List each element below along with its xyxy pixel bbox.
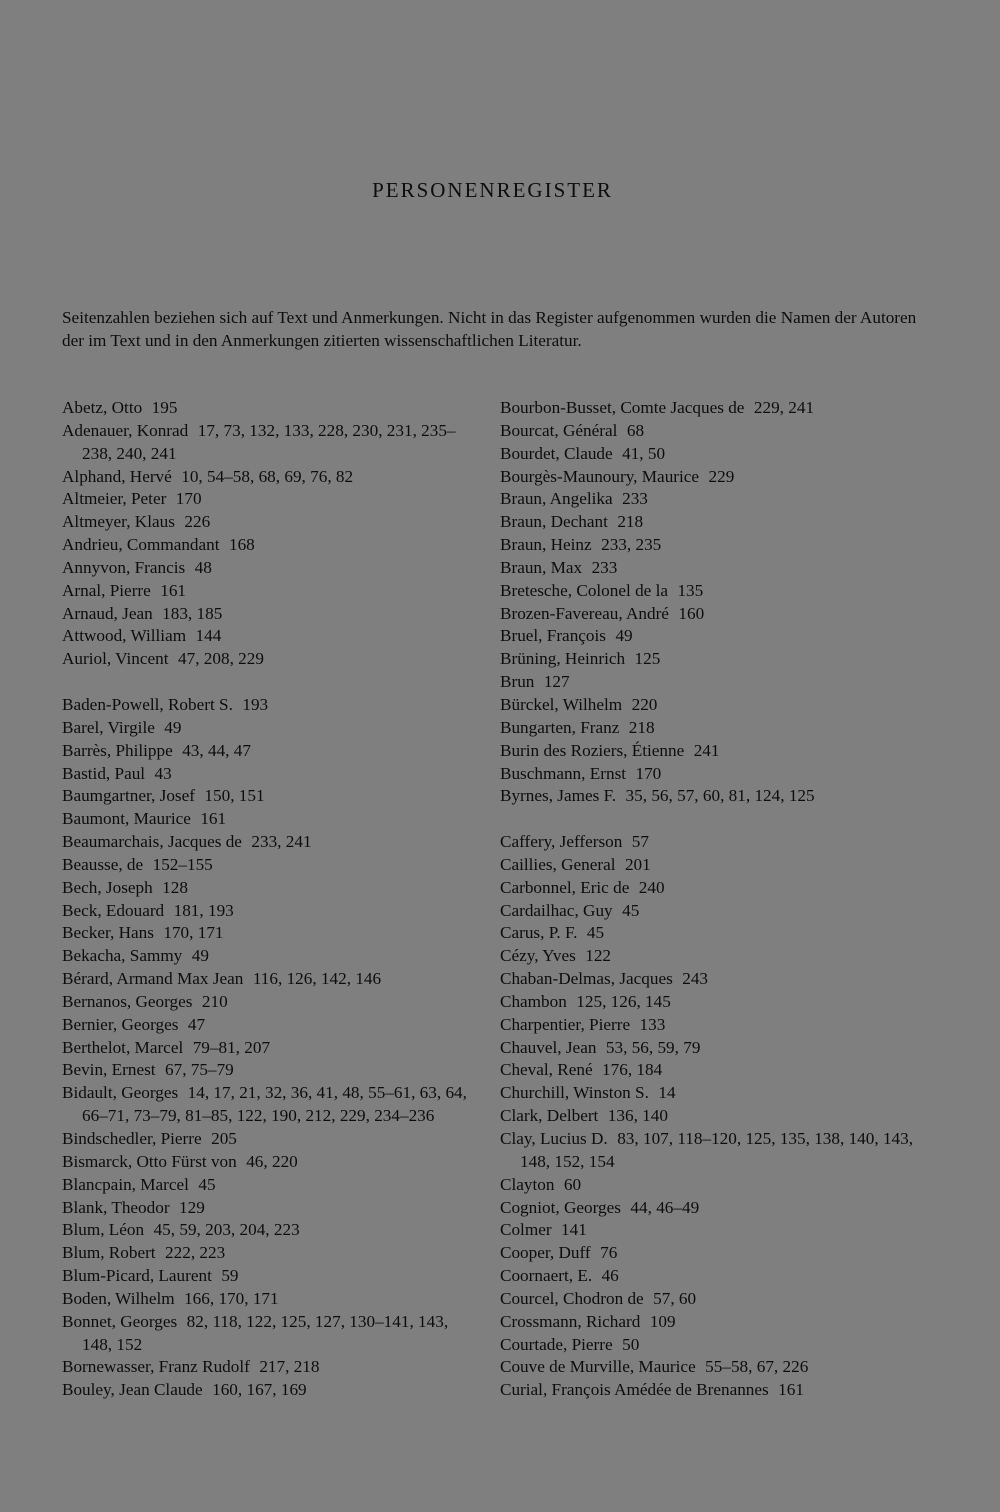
index-entry bbox=[62, 397, 482, 420]
entry-name: Barrès, Philippe bbox=[62, 740, 173, 760]
entry-pages: 205 bbox=[211, 1129, 237, 1148]
entry-name: Blum-Picard, Laurent bbox=[62, 1266, 212, 1286]
entry-pages: 57, 60 bbox=[653, 1288, 697, 1308]
entry-name: Brüning, Heinrich bbox=[500, 649, 626, 669]
index-entry bbox=[62, 603, 482, 626]
entry-name: Baumgartner, Josef bbox=[62, 786, 195, 806]
index-entry bbox=[500, 900, 940, 923]
entry-pages: 170, 171 bbox=[163, 923, 224, 943]
entry-pages: 43 bbox=[154, 763, 172, 783]
entry-pages: 220 bbox=[631, 694, 658, 714]
index-entry bbox=[500, 1174, 940, 1197]
index-entry bbox=[500, 1379, 940, 1402]
entry-pages: 116, 126, 142, 146 bbox=[252, 969, 382, 989]
index-entry bbox=[500, 625, 940, 648]
index-entry bbox=[500, 511, 940, 534]
index-entry bbox=[62, 1242, 482, 1265]
entry-name: Andrieu, Commandant bbox=[62, 535, 220, 555]
entry-name: Beausse, de bbox=[62, 854, 144, 874]
entry-name: Bornewasser, Franz Rudolf bbox=[62, 1357, 250, 1377]
index-entry bbox=[62, 1356, 482, 1379]
entry-pages: 160, 167, 169 bbox=[212, 1380, 307, 1400]
entry-pages: 48 bbox=[194, 557, 212, 577]
entry-name: Chaban-Delmas, Jacques bbox=[500, 969, 673, 989]
entry-pages: 183, 185 bbox=[162, 603, 223, 623]
entry-name: Bonnet, Georges bbox=[62, 1311, 178, 1331]
index-entry bbox=[500, 397, 940, 420]
entry-name: Bindschedler, Pierre bbox=[62, 1129, 202, 1148]
entry-pages: 170 bbox=[175, 489, 202, 509]
index-entry bbox=[62, 694, 482, 717]
entry-name: Couve de Murville, Maurice bbox=[500, 1357, 696, 1377]
index-entry bbox=[500, 763, 940, 786]
index-entry bbox=[500, 717, 940, 740]
index-entry bbox=[62, 1288, 482, 1311]
entry-pages: 47 bbox=[187, 1014, 206, 1034]
entry-pages: 45 bbox=[198, 1174, 216, 1194]
entry-pages: 229 bbox=[708, 466, 735, 486]
index-entry bbox=[500, 1059, 940, 1082]
entry-pages: 47, 208, 229 bbox=[178, 649, 264, 669]
entry-pages: 14, 17, 21, 32, 36, 41, 48, 55–61, 63, 64, 66–71, 73–79, 81–85, 122, 190, 212, 229, 234–236 bbox=[82, 1083, 467, 1126]
entry-name: Caffery, Jefferson bbox=[500, 832, 623, 852]
index-entry bbox=[62, 1037, 482, 1060]
entry-name: Carus, P. F. bbox=[500, 923, 578, 943]
entry-pages: 195 bbox=[151, 398, 178, 417]
index-entry bbox=[62, 625, 482, 648]
index-entry bbox=[62, 945, 482, 968]
entry-pages: 55–58, 67, 226 bbox=[705, 1357, 809, 1377]
entry-name: Bech, Joseph bbox=[62, 877, 153, 897]
entry-pages: 83, 107, 118–120, 125, 135, 138, 140, 143, 148, 152, 154 bbox=[520, 1129, 914, 1171]
entry-pages: 133 bbox=[639, 1014, 666, 1034]
index-entry bbox=[500, 1037, 940, 1060]
index-entry bbox=[500, 694, 940, 717]
index-entry bbox=[500, 648, 940, 671]
index-entry bbox=[500, 1197, 940, 1220]
index-entry bbox=[62, 717, 482, 740]
entry-name: Alphand, Hervé bbox=[62, 466, 172, 486]
entry-name: Buschmann, Ernst bbox=[500, 763, 627, 783]
index-entry bbox=[62, 1059, 482, 1082]
index-entry bbox=[500, 1082, 940, 1105]
index-entry bbox=[500, 534, 940, 557]
index-entry bbox=[500, 1128, 940, 1174]
entry-pages: 136, 140 bbox=[607, 1106, 668, 1126]
entry-pages: 160 bbox=[678, 603, 705, 623]
index-entry bbox=[62, 763, 482, 786]
entry-name: Blank, Theodor bbox=[62, 1197, 170, 1217]
index-entry bbox=[500, 740, 940, 763]
entry-pages: 161 bbox=[160, 580, 187, 600]
entry-name: Abetz, Otto bbox=[62, 398, 143, 417]
entry-name: Blum, Robert bbox=[62, 1243, 156, 1263]
entry-name: Curial, François Amédée de Brenannes bbox=[500, 1380, 769, 1400]
entry-pages: 125, 126, 145 bbox=[576, 991, 671, 1011]
entry-pages: 241 bbox=[693, 740, 720, 760]
entry-pages: 10, 54–58, 68, 69, 76, 82 bbox=[181, 466, 354, 486]
index-entry bbox=[500, 466, 940, 489]
entry-name: Brun bbox=[500, 672, 535, 692]
index-entry bbox=[62, 488, 482, 511]
entry-pages: 161 bbox=[778, 1380, 804, 1400]
entry-pages: 201 bbox=[624, 854, 651, 874]
entry-pages: 44, 46–49 bbox=[630, 1197, 700, 1217]
entry-name: Baden-Powell, Robert S. bbox=[62, 694, 233, 714]
entry-name: Bernier, Georges bbox=[62, 1014, 179, 1034]
entry-name: Bourbon-Busset, Comte Jacques de bbox=[500, 398, 745, 417]
entry-name: Crossmann, Richard bbox=[500, 1311, 641, 1331]
entry-name: Cooper, Duff bbox=[500, 1243, 591, 1263]
index-entry bbox=[62, 1082, 482, 1128]
entry-name: Barel, Virgile bbox=[62, 717, 155, 737]
index-entry bbox=[62, 900, 482, 923]
entry-name: Byrnes, James F. bbox=[500, 786, 617, 806]
entry-name: Braun, Heinz bbox=[500, 535, 592, 555]
entry-name: Bruel, François bbox=[500, 626, 606, 646]
entry-pages: 45, 59, 203, 204, 223 bbox=[153, 1220, 300, 1240]
entry-pages: 166, 170, 171 bbox=[184, 1288, 279, 1308]
index-entry bbox=[500, 488, 940, 511]
index-entry bbox=[500, 1014, 940, 1037]
index-entry bbox=[62, 534, 482, 557]
entry-pages: 79–81, 207 bbox=[192, 1037, 271, 1057]
entry-pages: 233 bbox=[622, 489, 648, 509]
entry-name: Churchill, Winston S. bbox=[500, 1083, 649, 1103]
entry-name: Bourdet, Claude bbox=[500, 443, 613, 463]
entry-name: Clark, Delbert bbox=[500, 1106, 599, 1126]
entry-name: Arnaud, Jean bbox=[62, 603, 153, 623]
entry-name: Bürckel, Wilhelm bbox=[500, 694, 623, 714]
entry-name: Annyvon, Francis bbox=[62, 557, 186, 577]
entry-pages: 50 bbox=[622, 1334, 640, 1354]
entry-pages: 243 bbox=[682, 969, 709, 989]
index-entry bbox=[500, 922, 940, 945]
index-entry bbox=[500, 1288, 940, 1311]
index-entry bbox=[62, 580, 482, 603]
index-entry bbox=[500, 1311, 940, 1334]
entry-name: Bérard, Armand Max Jean bbox=[62, 969, 244, 989]
entry-name: Cheval, René bbox=[500, 1060, 593, 1080]
entry-name: Chambon bbox=[500, 991, 567, 1011]
entry-pages: 129 bbox=[179, 1197, 205, 1217]
entry-pages: 60 bbox=[563, 1174, 582, 1194]
entry-pages: 76 bbox=[600, 1243, 618, 1263]
entry-name: Bourcat, Général bbox=[500, 420, 618, 440]
entry-pages: 233, 235 bbox=[601, 535, 662, 555]
entry-name: Chauvel, Jean bbox=[500, 1037, 597, 1057]
entry-name: Braun, Max bbox=[500, 557, 583, 577]
entry-pages: 135 bbox=[677, 580, 704, 600]
entry-pages: 210 bbox=[201, 991, 228, 1011]
index-entry bbox=[62, 1174, 482, 1197]
index-entry bbox=[500, 1242, 940, 1265]
entry-name: Blum, Léon bbox=[62, 1220, 145, 1240]
index-column-left bbox=[62, 397, 482, 1402]
entry-pages: 122 bbox=[585, 946, 611, 966]
index-entry bbox=[500, 1219, 940, 1242]
index-entry bbox=[500, 557, 940, 580]
index-entry bbox=[62, 1265, 482, 1288]
entry-pages: 41, 50 bbox=[622, 443, 666, 463]
entry-pages: 152–155 bbox=[152, 854, 213, 874]
index-entry bbox=[500, 1105, 940, 1128]
entry-pages: 45 bbox=[622, 900, 640, 920]
index-entry bbox=[62, 1151, 482, 1174]
entry-pages: 181, 193 bbox=[173, 900, 234, 920]
entry-pages: 49 bbox=[164, 717, 182, 737]
entry-name: Clay, Lucius D. bbox=[500, 1129, 608, 1148]
entry-pages: 218 bbox=[628, 717, 655, 737]
index-entry bbox=[62, 1219, 482, 1242]
entry-pages: 170 bbox=[635, 763, 662, 783]
entry-name: Bekacha, Sammy bbox=[62, 946, 183, 966]
entry-name: Braun, Dechant bbox=[500, 512, 608, 532]
entry-pages: 53, 56, 59, 79 bbox=[605, 1037, 701, 1057]
entry-name: Bismarck, Otto Fürst von bbox=[62, 1151, 237, 1171]
entry-name: Bastid, Paul bbox=[62, 763, 146, 783]
index-entry bbox=[62, 968, 482, 991]
entry-pages: 176, 184 bbox=[602, 1060, 663, 1080]
entry-pages: 43, 44, 47 bbox=[182, 740, 251, 760]
index-entry bbox=[500, 785, 940, 808]
entry-name: Courcel, Chodron de bbox=[500, 1288, 644, 1308]
entry-pages: 46 bbox=[601, 1266, 619, 1286]
entry-pages: 49 bbox=[615, 626, 633, 646]
index-entry bbox=[500, 443, 940, 466]
entry-pages: 229, 241 bbox=[753, 398, 815, 417]
entry-name: Attwood, William bbox=[62, 626, 187, 646]
entry-name: Bevin, Ernest bbox=[62, 1060, 156, 1080]
entry-name: Blancpain, Marcel bbox=[62, 1174, 189, 1194]
index-entry bbox=[62, 1014, 482, 1037]
entry-pages: 217, 218 bbox=[259, 1357, 320, 1377]
entry-name: Braun, Angelika bbox=[500, 489, 613, 509]
entry-name: Coornaert, E. bbox=[500, 1266, 593, 1286]
entry-name: Boden, Wilhelm bbox=[62, 1288, 175, 1308]
entry-pages: 35, 56, 57, 60, 81, 124, 125 bbox=[625, 786, 815, 806]
entry-name: Bourgès-Maunoury, Maurice bbox=[500, 466, 700, 486]
index-entry bbox=[62, 557, 482, 580]
index-entry bbox=[500, 968, 940, 991]
index-entry bbox=[62, 1379, 482, 1402]
entry-pages: 128 bbox=[162, 877, 188, 897]
index-column-right bbox=[500, 397, 940, 1402]
entry-name: Bouley, Jean Claude bbox=[62, 1380, 203, 1400]
entry-name: Becker, Hans bbox=[62, 923, 154, 943]
index-entry bbox=[62, 922, 482, 945]
index-entry bbox=[62, 740, 482, 763]
index-entry bbox=[500, 945, 940, 968]
entry-pages: 127 bbox=[543, 672, 570, 692]
entry-name: Arnal, Pierre bbox=[62, 580, 151, 600]
entry-pages: 17, 73, 132, 133, 228, 230, 231, 235–238, 240, 241 bbox=[82, 420, 456, 463]
index-entry bbox=[500, 1265, 940, 1288]
index-entry bbox=[62, 466, 482, 489]
page-title: PERSONENREGISTER bbox=[372, 178, 613, 202]
index-entry bbox=[62, 1197, 482, 1220]
entry-name: Bidault, Georges bbox=[62, 1083, 179, 1103]
index-entry bbox=[500, 1356, 940, 1379]
index-entry bbox=[62, 808, 482, 831]
entry-pages: 68 bbox=[626, 420, 645, 440]
entry-name: Adenauer, Konrad bbox=[62, 420, 189, 440]
entry-pages: 150, 151 bbox=[204, 786, 265, 806]
entry-pages: 161 bbox=[200, 809, 227, 829]
entry-pages: 46, 220 bbox=[246, 1151, 298, 1171]
entry-name: Carbonnel, Eric de bbox=[500, 877, 630, 897]
entry-name: Berthelot, Marcel bbox=[62, 1037, 184, 1057]
entry-name: Brozen-Favereau, André bbox=[500, 603, 669, 623]
entry-name: Colmer bbox=[500, 1220, 552, 1240]
index-entry bbox=[62, 877, 482, 900]
index-entry bbox=[62, 991, 482, 1014]
index-entry bbox=[500, 580, 940, 603]
entry-pages: 240 bbox=[638, 877, 665, 897]
index-entry bbox=[500, 854, 940, 877]
entry-name: Auriol, Vincent bbox=[62, 649, 169, 669]
entry-pages: 125 bbox=[634, 649, 661, 669]
entry-pages: 168 bbox=[228, 535, 255, 555]
entry-name: Beck, Edouard bbox=[62, 900, 165, 920]
index-entry bbox=[500, 877, 940, 900]
entry-name: Cogniot, Georges bbox=[500, 1197, 621, 1217]
entry-pages: 45 bbox=[586, 923, 605, 943]
entry-name: Bernanos, Georges bbox=[62, 991, 193, 1011]
entry-pages: 218 bbox=[617, 512, 644, 532]
entry-name: Baumont, Maurice bbox=[62, 809, 191, 829]
entry-name: Altmeyer, Klaus bbox=[62, 512, 175, 532]
entry-pages: 57 bbox=[631, 832, 649, 852]
index-entry bbox=[62, 785, 482, 808]
entry-pages: 109 bbox=[649, 1311, 676, 1331]
entry-pages: 144 bbox=[195, 626, 222, 646]
entry-name: Cézy, Yves bbox=[500, 946, 576, 966]
entry-name: Beaumarchais, Jacques de bbox=[62, 832, 242, 852]
entry-name: Altmeier, Peter bbox=[62, 489, 167, 509]
index-entry bbox=[62, 1128, 482, 1151]
entry-pages: 49 bbox=[191, 946, 209, 966]
entry-pages: 67, 75–79 bbox=[165, 1060, 234, 1080]
entry-name: Bungarten, Franz bbox=[500, 717, 620, 737]
entry-name: Clayton bbox=[500, 1174, 555, 1194]
entry-pages: 226 bbox=[184, 512, 211, 532]
entry-pages: 193 bbox=[242, 694, 269, 714]
index-entry bbox=[62, 854, 482, 877]
entry-name: Caillies, General bbox=[500, 854, 616, 874]
index-entry bbox=[500, 420, 940, 443]
index-entry bbox=[500, 1334, 940, 1357]
index-entry bbox=[500, 603, 940, 626]
entry-name: Burin des Roziers, Étienne bbox=[500, 740, 685, 760]
entry-pages: 59 bbox=[221, 1266, 239, 1286]
index-entry bbox=[62, 1311, 482, 1357]
index-entry bbox=[500, 671, 940, 694]
entry-pages: 233 bbox=[591, 557, 618, 577]
index-entry bbox=[62, 511, 482, 534]
entry-pages: 222, 223 bbox=[165, 1243, 226, 1263]
index-entry bbox=[500, 831, 940, 854]
entry-name: Cardailhac, Guy bbox=[500, 900, 613, 920]
index-entry bbox=[500, 991, 940, 1014]
entry-pages: 141 bbox=[561, 1220, 587, 1240]
entry-pages: 233, 241 bbox=[251, 832, 312, 852]
entry-name: Courtade, Pierre bbox=[500, 1334, 613, 1354]
entry-name: Bretesche, Colonel de la bbox=[500, 580, 668, 600]
index-entry bbox=[62, 648, 482, 671]
entry-name: Charpentier, Pierre bbox=[500, 1014, 631, 1034]
index-entry bbox=[62, 831, 482, 854]
entry-pages: 14 bbox=[658, 1083, 676, 1103]
index-entry bbox=[62, 420, 482, 466]
intro-note: Seitenzahlen beziehen sich auf Text und Anmerkungen. Nicht in das Register aufgenommen wurden die Namen der Autoren der im Text und in den Anmerkungen zitierten wissenschaftlichen Literatur. bbox=[62, 308, 917, 350]
entry-pages: 82, 118, 122, 125, 127, 130–141, 143, 148, 152 bbox=[82, 1311, 449, 1354]
